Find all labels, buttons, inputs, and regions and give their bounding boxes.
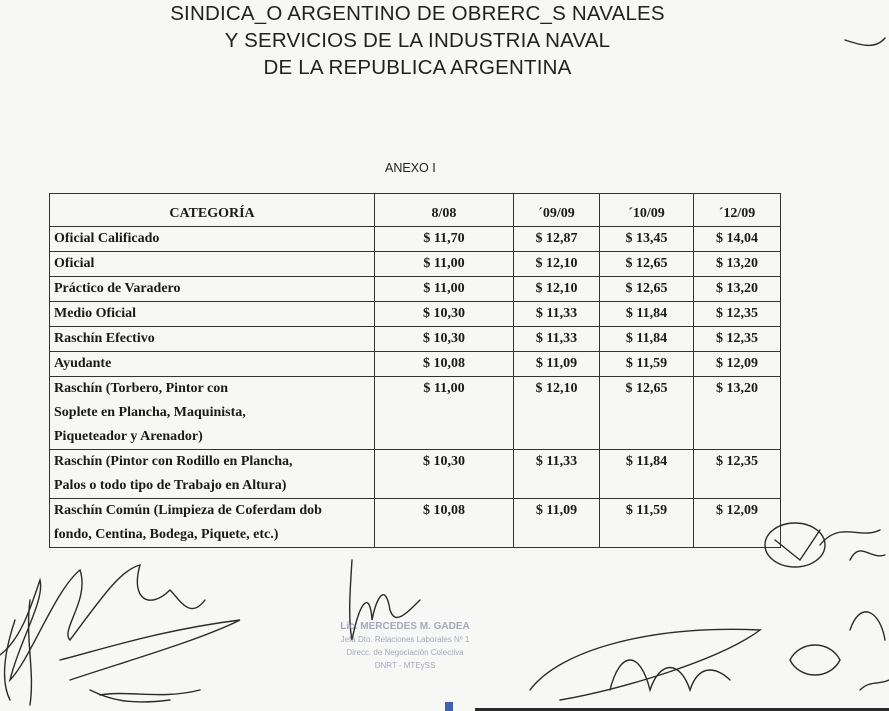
wage-cell: $ 11,33 <box>514 450 600 499</box>
wage-cell: $ 10,08 <box>375 352 514 377</box>
wage-cell: $ 11,33 <box>514 302 600 327</box>
stamp-line: DNRT - MTEySS <box>374 661 436 670</box>
stamp-line: Jefa Dto. Relaciones Laborales Nº 1 <box>340 635 470 644</box>
column-header-period: 8/08 <box>375 194 514 227</box>
wage-table <box>49 193 781 548</box>
category-line: fondo, Centina, Bodega, Piquete, etc.) <box>54 527 279 542</box>
table-row <box>50 327 781 352</box>
category-cell <box>50 450 375 499</box>
column-header-period: ´09/09 <box>514 194 600 227</box>
table-row <box>50 252 781 277</box>
category-line: Raschín Común (Limpieza de Coferdam dob <box>54 503 322 518</box>
table-row <box>50 352 781 377</box>
table-header-row <box>50 194 781 227</box>
category-cell: Ayudante <box>50 352 375 377</box>
wage-cell: $ 12,09 <box>694 352 781 377</box>
category-line: Raschín (Pintor con Rodillo en Plancha, <box>54 454 293 469</box>
header-line-2: Y SERVICIOS DE LA INDUSTRIA NAVAL <box>224 29 611 52</box>
category-line: Raschín (Torbero, Pintor con <box>54 381 228 396</box>
annex-title: ANEXO I <box>385 161 436 175</box>
table-row <box>50 450 781 499</box>
blue-mark <box>445 702 453 711</box>
column-header-period: ´10/09 <box>600 194 694 227</box>
margin-mark <box>845 38 885 45</box>
wage-cell: $ 12,10 <box>514 377 600 450</box>
category-cell: Raschín Efectivo <box>50 327 375 352</box>
wage-cell: $ 10,08 <box>375 499 514 548</box>
table-row <box>50 227 781 252</box>
category-line: Soplete en Plancha, Maquinista, <box>54 405 246 420</box>
wage-cell: $ 13,20 <box>694 277 781 302</box>
wage-cell: $ 12,35 <box>694 450 781 499</box>
wage-cell: $ 11,00 <box>375 252 514 277</box>
signature-right-2 <box>790 612 889 690</box>
wage-cell: $ 12,35 <box>694 327 781 352</box>
category-cell: Oficial Calificado <box>50 227 375 252</box>
wage-cell: $ 11,70 <box>375 227 514 252</box>
wage-cell: $ 10,30 <box>375 302 514 327</box>
wage-cell: $ 12,65 <box>600 377 694 450</box>
wage-cell: $ 13,20 <box>694 377 781 450</box>
wage-cell: $ 12,35 <box>694 302 781 327</box>
wage-cell: $ 12,65 <box>600 277 694 302</box>
table-row <box>50 377 781 450</box>
category-line: Palos o todo tipo de Trabajo en Altura) <box>54 478 287 493</box>
wage-cell: $ 14,04 <box>694 227 781 252</box>
category-cell <box>50 499 375 548</box>
column-header-category: CATEGORÍA <box>50 194 375 227</box>
signature-right <box>530 629 760 700</box>
stamp-name: Lic. MERCEDES M. GADEA <box>340 621 470 632</box>
wage-cell: $ 11,59 <box>600 499 694 548</box>
header-line-3: DE LA REPUBLICA ARGENTINA <box>263 56 572 79</box>
category-cell: Práctico de Varadero <box>50 277 375 302</box>
column-header-period: ´12/09 <box>694 194 781 227</box>
signature-left <box>0 565 240 695</box>
wage-cell: $ 11,00 <box>375 277 514 302</box>
wage-cell: $ 12,09 <box>694 499 781 548</box>
category-cell <box>50 377 375 450</box>
category-cell: Medio Oficial <box>50 302 375 327</box>
wage-cell: $ 13,45 <box>600 227 694 252</box>
wage-cell: $ 10,30 <box>375 327 514 352</box>
table-row <box>50 499 781 548</box>
official-stamp <box>330 620 480 672</box>
wage-cell: $ 13,20 <box>694 252 781 277</box>
category-line: Piqueteador y Arenador) <box>54 429 203 444</box>
wage-cell: $ 11,09 <box>514 499 600 548</box>
wage-cell: $ 12,87 <box>514 227 600 252</box>
signature-left-2 <box>5 600 170 705</box>
category-cell: Oficial <box>50 252 375 277</box>
wage-cell: $ 11,84 <box>600 302 694 327</box>
header-line-1: SINDICA_O ARGENTINO DE OBRERC_S NAVALES <box>170 2 665 25</box>
wage-cell: $ 12,10 <box>514 252 600 277</box>
stamp-line: Direcc. de Negociación Colectiva <box>346 648 464 657</box>
wage-cell: $ 12,65 <box>600 252 694 277</box>
wage-cell: $ 10,30 <box>375 450 514 499</box>
wage-cell: $ 11,84 <box>600 327 694 352</box>
signature-initials <box>775 530 885 560</box>
wage-cell: $ 11,59 <box>600 352 694 377</box>
document-header <box>0 0 835 81</box>
wage-cell: $ 12,10 <box>514 277 600 302</box>
wage-cell: $ 11,09 <box>514 352 600 377</box>
table-row <box>50 302 781 327</box>
table-row <box>50 277 781 302</box>
wage-cell: $ 11,00 <box>375 377 514 450</box>
wage-cell: $ 11,33 <box>514 327 600 352</box>
wage-cell: $ 11,84 <box>600 450 694 499</box>
